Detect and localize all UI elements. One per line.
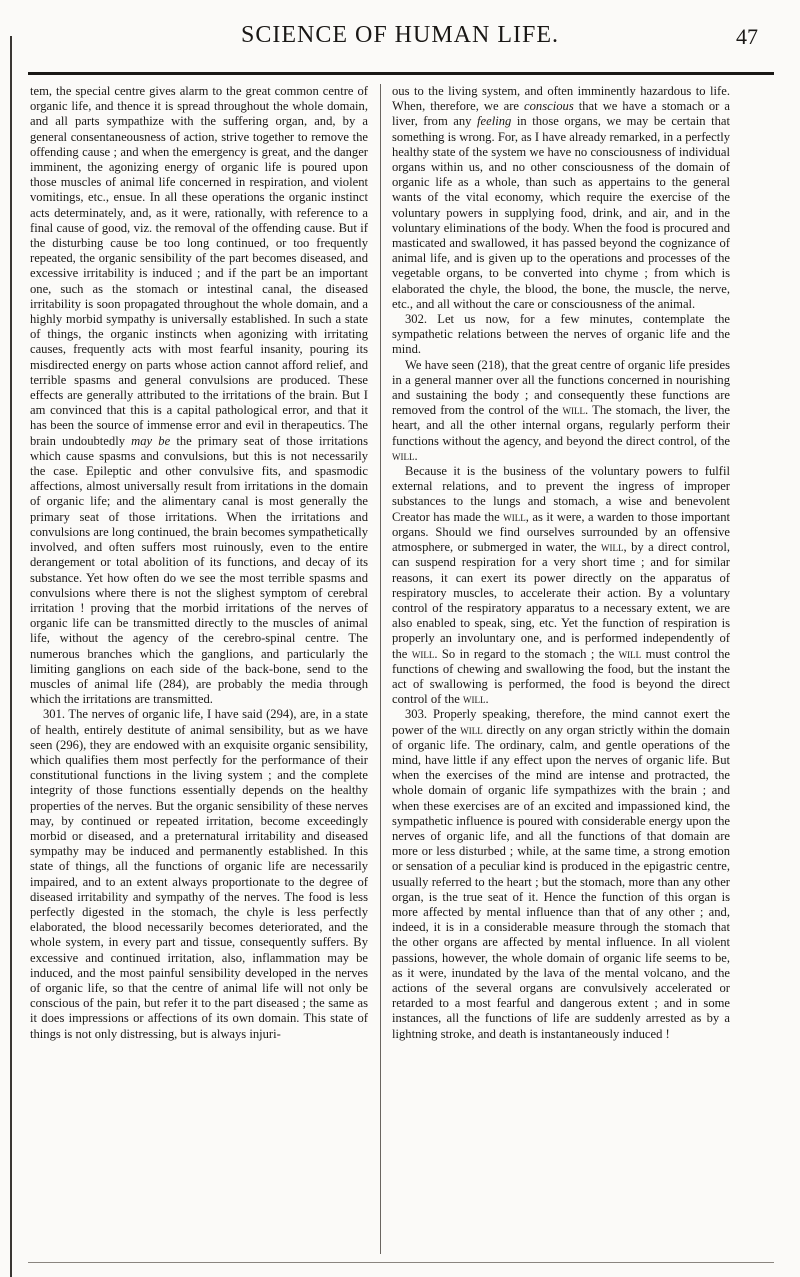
text-run: the primary seat of those irritations which cause spasms and convulsions, but this is not necessarily the case. Epileptic and other convulsive fits, and spasmodic affections, almost universally result from irritations in the domain of organic life; and the alimentary canal is most generally the primary seat of those irritations. When the irritations and convulsions are long continued, the brain becomes sympathetically involved, and often suffers most ruinously, even to the entire derangement or total abolition of its functions, and decay of its substance. Yet how often do we see the most terrible spasms and convulsions where there is not the slighest symptom of cerebral irritation ! proving that the morbid irritations of the nerves of organic life can be transmitted directly to the muscles of animal life, without the agency of the cerebro-spinal centre. The numerous branches which the ganglions, and particularly the limiting ganglions on each side of the back-bone, send to the muscles of animal life (284), are probably the media through which the irritations are transmitted. [30,433,368,707]
small-caps-will: will. [463,692,489,707]
paragraph-302: 302. Let us now, for a few minutes, contemplate the sympathetic relations between the nerves of organic life and the mind. [392,312,730,357]
small-caps-will: will [618,646,642,661]
text-run: tem, the special centre gives alarm to the great common centre of organic life, and thence it is spread throughout the whole domain, and all parts sympathize with the suffering organ, and, by a general consentaneousness of action, strive together to remove the offending cause ; and when the emergency is great, and the danger imminent, the agonizing energy of organic life is poured upon those muscles of animal life concerned in respiration, and violent vomitings, etc., ensue. In all these operations the organic instinct acts determinately, and, as it were, rationally, with reference to a final cause of good, viz. the removal of the offending cause. But if the disturbing cause be too long continued, or too frequently repeated, the organic sensibility of the part becomes diseased, and excessive irritability is induced ; and if the part be an important one, such as the stomach or intestinal canal, the diseased irritability is soon propagated throughout the whole domain, and a highly morbid sympathy is universally established. In such a state of things, the organic instincts when agonizing with irritating causes, frequently acts with most fearful insanity, pouring its misdirected energy on parts whose action cannot afford relief, and terrible spasms and general convulsions are produced. These effects are generally attributed to the irritations of the brain. But I am convinced that this is a capital pathological error, and that it has been the source of immense error and evil in therapeutics. The brain undoubtedly [30,84,368,448]
small-caps-will: will [460,722,483,737]
small-caps-will: will, [503,509,529,524]
text-run: So in regard to the stomach ; the [441,646,615,661]
text-run: by a direct control, can suspend respiration for a very short time ; and for similar reasons, it can exert its power directly on the apparatus of respiratory muscles, to accelerate their action. By a voluntary control of the respiratory apparatus to a necessary extent, we are also enabled to speak, sing, etc. Yet the function of respiration is properly an involuntary one, and is performed independently of the [392,540,730,661]
paragraph-voluntary-powers [392,464,730,707]
paragraph-218 [392,358,730,464]
text-run: The stomach, the liver, the heart, and all the other internal organs, regularly perform their functions without the agency, and beyond the direct control, of the [392,403,731,448]
text-run: ous to the living system, and often imminently hazardous to life. When, therefore, we are [392,84,730,114]
small-caps-will: will. [411,646,438,661]
text-columns [30,84,772,1254]
page-number: 47 [736,24,758,49]
emphasis: feeling [477,114,512,129]
emphasis: conscious [524,99,574,114]
emphasis: may be [131,433,171,448]
paragraph-303 [392,707,730,1041]
text-run: We have seen (218), that the great centre of organic life presides in a general manner over all the functions concerned in nourishing and sustaining the body ; and consequently these functions are removed from the control of the [392,357,730,418]
left-column [30,84,368,1042]
small-caps-will: will. [562,403,589,418]
small-caps-will: will. [392,448,418,463]
text-run: as it were, a warden to those important organs. Should we find ourselves surrounded by an offensive atmosphere, or submerged in water, the [392,509,731,555]
small-caps-will: will, [601,540,627,555]
text-run: directly on any organ strictly within the domain of organic life. The ordinary, calm, and gentle operations of the mind, have little if any effect upon the nerves of organic life. But when the exercises of the mind are intense and protracted, the whole domain of organic life sympathizes with the brain ; and when these exercises are of an excited and impassioned kind, the sympathetic influence is poured with considerable energy upon the nerves of organic life, and all the functions of that domain are more or less disturbed ; while, at the same time, a strong emotion or sensation of a peculiar kind is produced in the epigastric centre, usually referred to the heart ; but the stomach, more than any other organ, is the true seat of it. Hence the function of this organ is more affected by mental influence than that of any other ; and, indeed, it is in a considerable measure through the stomach that the other organs are affected by mental influence. In all violent passions, however, the whole domain of organic life seems to be, as it were, inundated by the lava of the mental volcano, and the actions of the several organs are convulsively accelerated or retarded to a most fearful and dangerous extent ; and in some instances, all the functions of life are suddenly arrested as by a lightning stroke, and death is instantaneously induced ! [392,722,730,1041]
text-run: that we have a stomach or a liver, from any [392,99,730,129]
text-run: in those organs, we may be certain that something is wrong. For, as I have already remarked, in a perfectly healthy state of the system we have no consciousness of individual organs within us, and no other consciousness of the domain of organic life as a whole, than such as appertains to the general wants of the vital economy, which require the exercise of the voluntary powers in supplying food, drink, and air, and in the voluntary eliminations of the body. When the food is procured and masticated and swallowed, it has passed beyond the cognizance of animal life, and is given up to the operations and processes of the vegetable organs, to be converted into chyme ; from which is elaborated the chyle, the blood, the bone, the muscle, the nerve, etc., and all without the care or consciousness of the animal. [392,114,731,311]
header-rule [28,72,774,75]
column-divider [380,84,381,1254]
text-run: Because it is the business of the voluntary powers to fulfil external relations, and to prevent the ingress of improper substances to the lungs and stomach, a wise and benevolent Creator has made the [392,464,730,524]
text-run: 303. Properly speaking, therefore, the mind cannot exert the power of the [392,707,730,737]
right-column [392,84,730,1042]
text-run: must control the functions of chewing and swallowing the food, but the instant the act of swallowing is performed, the food is beyond the direct control of the [392,646,730,707]
page-edge-rule [10,36,12,1277]
running-title: SCIENCE OF HUMAN LIFE. [240,22,559,48]
paragraph-continued [30,84,368,707]
paragraph-continued [392,84,730,312]
paragraph-301: 301. The nerves of organic life, I have said (294), are, in a state of health, entirely destitute of animal sensibility, but as we have seen (296), they are endowed with an exquisite organic sensibility, which qualifies them most perfectly for the performance of their constitutional functions in the living system ; and the complete integrity of those functions essentially depends on the healthy properties of the nerves. But the organic sensibility of these nerves may, by continued or repeated irritation, become exceedingly morbid or diseased, and a preternatural irritability and diseased sympathy may be induced and permanently established. In this state of things, all the functions of organic life are necessarily impaired, and to an extent always proportionate to the degree of diseased irritability and sympathy of the nerves. The food is less perfectly digested in the stomach, the chyle is less perfectly elaborated, the blood necessarily becomes deteriorated, and the whole system, in every part and tissue, consequently suffers. By excessive and continued irritation, also, inflammation may be induced, and the most painful sensibility developed in the nerves of organic life, so that the centre of animal life will not only be conscious of the pain, but refer it to the part diseased ; the same as it does impressions or affections of its own domain. This state of things is not only distressing, but is always injuri- [30,707,368,1041]
page-header [0,0,800,72]
footer-rule [28,1262,774,1263]
